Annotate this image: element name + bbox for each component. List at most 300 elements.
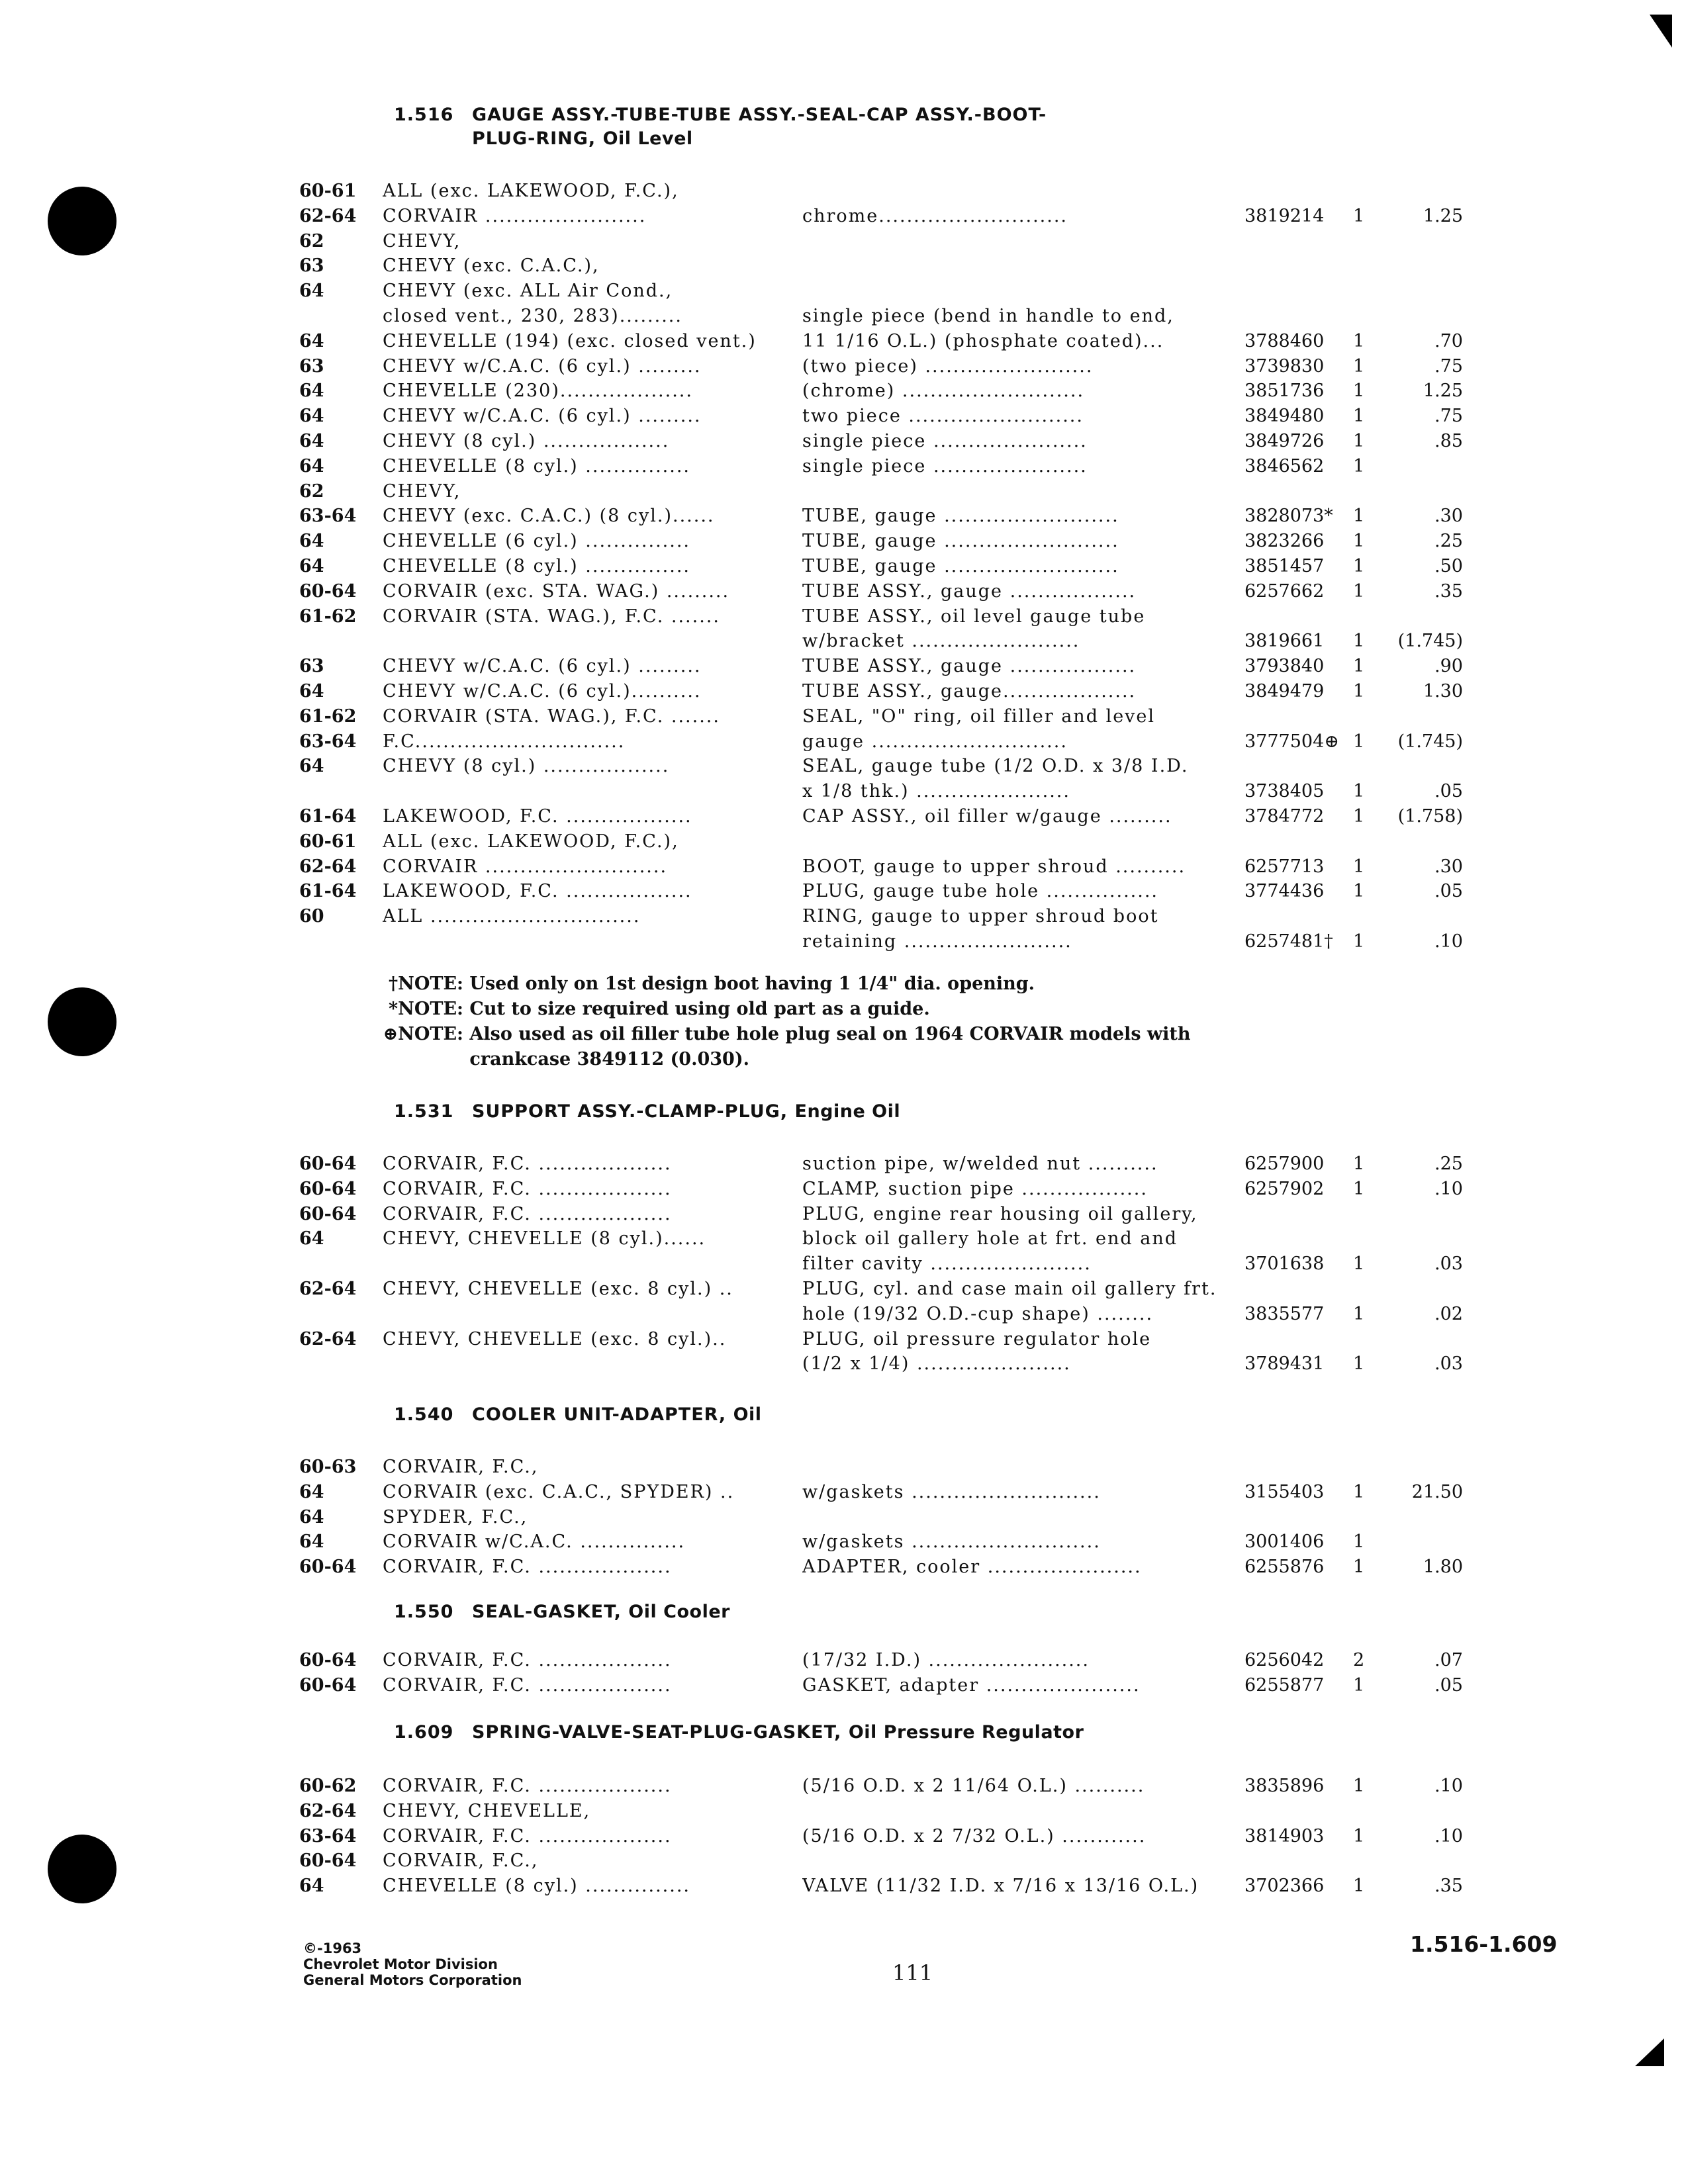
note-tag: *NOTE: [389,999,463,1019]
section-title [394,1403,762,1427]
quantity: 1 [1353,1557,1365,1578]
table-row [0,579,1688,604]
table-row [0,1327,1688,1352]
note-text: Also used as oil filler tube hole plug seal on 1964 CORVAIR models with [469,1024,1191,1044]
part-description: (5/16 O.D. x 2 11/64 O.L.) .......... [802,1776,1145,1796]
model-year: 64 [299,1481,324,1502]
table-row [0,904,1688,929]
price: .02 [1434,1303,1463,1324]
model-year: 64 [299,381,324,402]
table-row [0,404,1688,429]
application: CHEVELLE (8 cyl.) ............... [383,555,691,576]
table-row [0,1152,1688,1177]
part-description: w/gaskets ........................... [802,1481,1101,1502]
model-year: 62-64 [299,205,357,226]
section-heading: SUPPORT ASSY.-CLAMP-PLUG, [472,1101,788,1122]
punch-hole-icon [48,987,117,1056]
section-heading: GAUGE ASSY.-TUBE-TUBE ASSY.-SEAL-CAP ASSY.-BOOT- [472,105,1047,125]
model-year: 63-64 [299,506,357,527]
table-row [0,929,1688,954]
price: .30 [1434,856,1463,877]
part-number: 3823266 [1244,531,1325,552]
quantity: 1 [1353,1353,1365,1375]
quantity: 1 [1353,1776,1365,1796]
application: CHEVELLE (194) (exc. closed vent.) [383,330,757,351]
application: CORVAIR (exc. C.A.C., SPYDER) .. [383,1481,735,1502]
part-number: 3793840 [1244,656,1325,677]
application: CORVAIR, F.C. ................... [383,1674,672,1696]
table-row [0,779,1688,804]
price: .03 [1434,1253,1463,1275]
table-row [0,1824,1688,1849]
application: CHEVY (exc. ALL Air Cond., [383,281,673,302]
part-description: GASKET, adapter ...................... [802,1674,1141,1696]
quantity: 1 [1353,455,1365,477]
table-row [0,654,1688,679]
part-number: 3849479 [1244,680,1325,702]
model-year: 62-64 [299,1800,357,1821]
note-text: Cut to size required using old part as a guide. [469,999,930,1019]
table-row [0,604,1688,629]
part-number: 6255877 [1244,1674,1325,1696]
price: (1.758) [1397,805,1463,827]
section-heading: COOLER UNIT-ADAPTER, [472,1404,727,1425]
section-heading: SPRING-VALVE-SEAT-PLUG-GASKET, [472,1722,842,1743]
part-description: w/bracket ........................ [802,631,1080,652]
part-description: PLUG, cyl. and case main oil gallery frt. [802,1278,1217,1299]
note-text: Used only on 1st design boot having 1 1/4" dia. opening. [469,974,1035,994]
note-tag: †NOTE: [389,974,463,994]
price: 1.30 [1423,680,1463,702]
notes [371,972,1191,1072]
price: (1.745) [1397,631,1463,652]
part-number: 3738405 [1244,781,1325,802]
model-year: 61-62 [299,705,357,727]
part-number: 6257662 [1244,580,1325,602]
quantity: 1 [1353,805,1365,827]
part-number: 6257900 [1244,1154,1325,1174]
application: CORVAIR, F.C. ................... [383,1825,672,1846]
application: CHEVY w/C.A.C. (6 cyl.) ......... [383,355,702,377]
note-text: crankcase 3849112 (0.030). [469,1049,750,1069]
parts-table [0,1774,1688,1899]
application: CORVAIR, F.C. ................... [383,1154,672,1174]
section-title [394,1600,730,1624]
application: LAKEWOOD, F.C. .................. [383,805,692,827]
application: CHEVY, [383,480,461,502]
table-row [0,804,1688,829]
part-number: 6257902 [1244,1178,1325,1199]
application: CHEVY w/C.A.C. (6 cyl.).......... [383,680,702,702]
quantity: 1 [1353,406,1365,427]
price: .03 [1434,1353,1463,1375]
model-year: 60-64 [299,1674,357,1696]
table-row [0,1455,1688,1480]
part-number: 3851457 [1244,555,1325,576]
application: CHEVY (8 cyl.) .................. [383,430,670,451]
section-number: 1.540 [394,1404,454,1425]
part-description: hole (19/32 O.D.-cup shape) ........ [802,1303,1154,1324]
section-heading-cont: PLUG-RING, [472,128,596,149]
table-row [0,1302,1688,1327]
part-number: 6257713 [1244,856,1325,877]
application: CORVAIR (STA. WAG.), F.C. ....... [383,705,720,727]
section-qualifier: Oil [733,1404,762,1425]
quantity: 1 [1353,506,1365,527]
price: 1.80 [1423,1557,1463,1578]
application: CHEVY, [383,230,461,251]
price: .10 [1434,931,1463,952]
quantity: 1 [1353,355,1365,377]
model-year: 62-64 [299,856,357,877]
model-year: 61-62 [299,606,357,627]
corporation: General Motors Corporation [303,1972,522,1988]
part-description: TUBE ASSY., gauge................... [802,680,1137,702]
model-year: 62-64 [299,1328,357,1349]
application: CORVAIR (STA. WAG.), F.C. ....... [383,606,720,627]
section-heading: SEAL-GASKET, [472,1602,622,1622]
application: CHEVY, CHEVELLE, [383,1800,591,1821]
application: ALL (exc. LAKEWOOD, F.C.), [383,831,679,852]
note-line [371,1047,1191,1072]
section-number: 1.531 [394,1101,454,1122]
model-year: 60 [299,906,324,927]
parts-table [0,179,1688,954]
price: 1.25 [1423,205,1463,226]
table-row [0,729,1688,754]
table-row [0,1202,1688,1227]
table-row [0,1774,1688,1799]
part-description: CLAMP, suction pipe .................. [802,1178,1148,1199]
quantity: 2 [1353,1650,1365,1670]
publisher-block [303,1940,522,1988]
section-title [394,1100,900,1124]
quantity: 1 [1353,330,1365,351]
model-year: 60-64 [299,1850,357,1872]
model-year: 64 [299,330,324,351]
table-row [0,1251,1688,1277]
quantity: 1 [1353,1303,1365,1324]
part-number: 3777504⊕ [1244,731,1339,752]
part-number: 3788460 [1244,330,1325,351]
part-description: two piece ......................... [802,406,1084,427]
part-description: PLUG, oil pressure regulator hole [802,1328,1152,1349]
part-description: chrome........................... [802,205,1068,226]
quantity: 1 [1353,1531,1365,1553]
price: .90 [1434,656,1463,677]
application: CHEVY, CHEVELLE (exc. 8 cyl.) .. [383,1278,733,1299]
application: CHEVY, CHEVELLE (exc. 8 cyl.).. [383,1328,727,1349]
part-number: 3789431 [1244,1353,1325,1375]
model-year: 62 [299,230,324,251]
quantity: 1 [1353,781,1365,802]
section-title [394,103,1047,151]
table-row [0,204,1688,229]
table-row [0,679,1688,704]
table-row [0,1555,1688,1580]
price: .70 [1434,330,1463,351]
part-description: ADAPTER, cooler ...................... [802,1557,1142,1578]
price: .30 [1434,506,1463,527]
application: CORVAIR ....................... [383,205,647,226]
model-year: 64 [299,531,324,552]
application: CORVAIR (exc. STA. WAG.) ......... [383,580,730,602]
price: 21.50 [1411,1481,1463,1502]
table-row [0,1799,1688,1824]
part-number: 3784772 [1244,805,1325,827]
model-year: 64 [299,1228,324,1250]
part-description: PLUG, gauge tube hole ................ [802,881,1159,902]
part-description: 11 1/16 O.L.) (phosphate coated)... [802,330,1164,351]
table-row [0,529,1688,554]
table-row [0,754,1688,779]
part-number: 3001406 [1244,1531,1325,1553]
table-row [0,854,1688,880]
quantity: 1 [1353,680,1365,702]
table-row [0,329,1688,354]
table-row [0,1874,1688,1899]
table-row [0,504,1688,529]
section-title [394,1721,1084,1745]
part-description: TUBE ASSY., oil level gauge tube [802,606,1146,627]
table-row [0,879,1688,904]
table-row [0,1529,1688,1555]
quantity: 1 [1353,931,1365,952]
quantity: 1 [1353,1876,1365,1897]
model-year: 64 [299,1531,324,1553]
table-row [0,1480,1688,1505]
model-year: 64 [299,406,324,427]
part-description: (chrome) .......................... [802,381,1085,402]
application: CHEVY (exc. C.A.C.) (8 cyl.)...... [383,506,715,527]
part-number: 3819214 [1244,205,1325,226]
table-row [0,554,1688,579]
parts-table [0,1455,1688,1580]
quantity: 1 [1353,205,1365,226]
table-row [0,253,1688,279]
application: CHEVELLE (8 cyl.) ............... [383,455,691,477]
part-description: CAP ASSY., oil filler w/gauge ......... [802,805,1172,827]
price: .85 [1434,430,1463,451]
part-description: VALVE (11/32 I.D. x 7/16 x 13/16 O.L.) [802,1876,1199,1897]
model-year: 60-64 [299,1178,357,1199]
part-description: block oil gallery hole at frt. end and [802,1228,1178,1250]
model-year: 60-64 [299,1203,357,1224]
section-number: 1.609 [394,1722,454,1743]
part-description: single piece (bend in handle to end, [802,305,1174,326]
table-row [0,1277,1688,1302]
model-year: 64 [299,555,324,576]
quantity: 1 [1353,631,1365,652]
price: .07 [1434,1650,1463,1670]
part-description: (17/32 I.D.) ....................... [802,1650,1090,1670]
parts-table [0,1648,1688,1698]
part-number: 6255876 [1244,1557,1325,1578]
model-year: 63 [299,255,324,277]
table-row [0,1505,1688,1530]
price: .10 [1434,1776,1463,1796]
copyright: ©-1963 [303,1940,362,1956]
section-range: 1.516-1.609 [1410,1931,1558,1957]
table-row [0,354,1688,379]
application: CORVAIR, F.C., [383,1850,539,1872]
model-year: 60-63 [299,1457,357,1477]
part-description: x 1/8 thk.) ...................... [802,781,1070,802]
model-year: 64 [299,756,324,777]
part-number: 3814903 [1244,1825,1325,1846]
application: LAKEWOOD, F.C. .................. [383,881,692,902]
application: CHEVY (exc. C.A.C.), [383,255,600,277]
corner-mark-icon [1635,2038,1664,2066]
table-row [0,229,1688,254]
part-description: TUBE ASSY., gauge .................. [802,656,1137,677]
price: .35 [1434,580,1463,602]
application: CHEVELLE (230)................... [383,381,693,402]
model-year: 64 [299,1506,324,1527]
table-row [0,179,1688,204]
part-number: 3155403 [1244,1481,1325,1502]
application: closed vent., 230, 283)......... [383,305,682,326]
application: CORVAIR .......................... [383,856,668,877]
model-year: 61-64 [299,881,357,902]
application: F.C.............................. [383,731,626,752]
application: CHEVELLE (8 cyl.) ............... [383,1876,691,1897]
table-row [0,1673,1688,1698]
application: CORVAIR, F.C. ................... [383,1776,672,1796]
part-number: 3846562 [1244,455,1325,477]
part-description: TUBE, gauge ......................... [802,506,1119,527]
quantity: 1 [1353,1825,1365,1846]
model-year: 63 [299,355,324,377]
model-year: 64 [299,680,324,702]
model-year: 61-64 [299,805,357,827]
part-description: SEAL, gauge tube (1/2 O.D. x 3/8 I.D. [802,756,1189,777]
quantity: 1 [1353,656,1365,677]
application: CORVAIR, F.C. ................... [383,1203,672,1224]
price: .50 [1434,555,1463,576]
model-year: 60-64 [299,1650,357,1670]
part-description: PLUG, engine rear housing oil gallery, [802,1203,1198,1224]
part-number: 3702366 [1244,1876,1325,1897]
part-description: SEAL, "O" ring, oil filler and level [802,705,1156,727]
quantity: 1 [1353,881,1365,902]
quantity: 1 [1353,555,1365,576]
model-year: 64 [299,1876,324,1897]
application: CHEVY w/C.A.C. (6 cyl.) ......... [383,406,702,427]
part-description: retaining ........................ [802,931,1072,952]
table-row [0,1648,1688,1673]
model-year: 63 [299,656,324,677]
part-number: 3701638 [1244,1253,1325,1275]
table-row [0,279,1688,304]
application: CHEVY (8 cyl.) .................. [383,756,670,777]
price: .35 [1434,1876,1463,1897]
quantity: 1 [1353,531,1365,552]
table-row [0,1848,1688,1874]
part-number: 6256042 [1244,1650,1325,1670]
model-year: 64 [299,455,324,477]
division: Chevrolet Motor Division [303,1956,498,1972]
part-description: (5/16 O.D. x 2 7/32 O.L.) ............ [802,1825,1147,1846]
table-row [0,304,1688,329]
quantity: 1 [1353,1178,1365,1199]
part-description: single piece ...................... [802,430,1088,451]
application: CHEVY, CHEVELLE (8 cyl.)...... [383,1228,706,1250]
part-description: BOOT, gauge to upper shroud .......... [802,856,1186,877]
table-row [0,1351,1688,1377]
parts-table [0,1152,1688,1377]
part-description: w/gaskets ........................... [802,1531,1101,1553]
note-line [371,972,1191,997]
part-description: filter cavity ....................... [802,1253,1092,1275]
quantity: 1 [1353,731,1365,752]
application: CORVAIR, F.C. ................... [383,1650,672,1670]
note-line [371,1022,1191,1047]
price: .75 [1434,406,1463,427]
application: CORVAIR, F.C. ................... [383,1557,672,1578]
price: (1.745) [1397,731,1463,752]
part-description: (1/2 x 1/4) ...................... [802,1353,1071,1375]
price: .05 [1434,881,1463,902]
section-qualifier: Oil Pressure Regulator [848,1722,1084,1743]
application: ALL (exc. LAKEWOOD, F.C.), [383,181,679,201]
model-year: 63-64 [299,1825,357,1846]
part-number: 3774436 [1244,881,1325,902]
quantity: 1 [1353,1674,1365,1696]
table-row [0,704,1688,729]
model-year: 62-64 [299,1278,357,1299]
quantity: 1 [1353,856,1365,877]
note-tag: ⊕NOTE: [383,1024,463,1044]
price: .05 [1434,781,1463,802]
corner-mark-icon [1650,15,1672,48]
model-year: 60-64 [299,1557,357,1578]
table-row [0,379,1688,404]
part-description: suction pipe, w/welded nut .......... [802,1154,1158,1174]
application: ALL .............................. [383,906,641,927]
application: CHEVELLE (6 cyl.) ............... [383,531,691,552]
part-number: 3828073* [1244,506,1333,527]
section-qualifier: Oil Level [602,128,693,149]
table-row [0,429,1688,454]
table-row [0,629,1688,654]
part-number: 6257481† [1244,931,1333,952]
model-year: 64 [299,430,324,451]
price: .25 [1434,531,1463,552]
price: .75 [1434,355,1463,377]
section-number: 1.516 [394,105,454,125]
part-description: (two piece) ........................ [802,355,1094,377]
quantity: 1 [1353,381,1365,402]
price: .05 [1434,1674,1463,1696]
application: SPYDER, F.C., [383,1506,528,1527]
price: 1.25 [1423,381,1463,402]
part-number: 3849480 [1244,406,1325,427]
quantity: 1 [1353,1481,1365,1502]
table-row [0,479,1688,504]
part-description: single piece ...................... [802,455,1088,477]
model-year: 60-62 [299,1776,357,1796]
quantity: 1 [1353,580,1365,602]
application: CHEVY w/C.A.C. (6 cyl.) ......... [383,656,702,677]
part-number: 3819661 [1244,631,1325,652]
part-number: 3849726 [1244,430,1325,451]
application: CORVAIR w/C.A.C. ............... [383,1531,686,1553]
model-year: 62 [299,480,324,502]
price: .10 [1434,1825,1463,1846]
model-year: 60-64 [299,580,357,602]
section-qualifier: Oil Cooler [628,1602,730,1622]
